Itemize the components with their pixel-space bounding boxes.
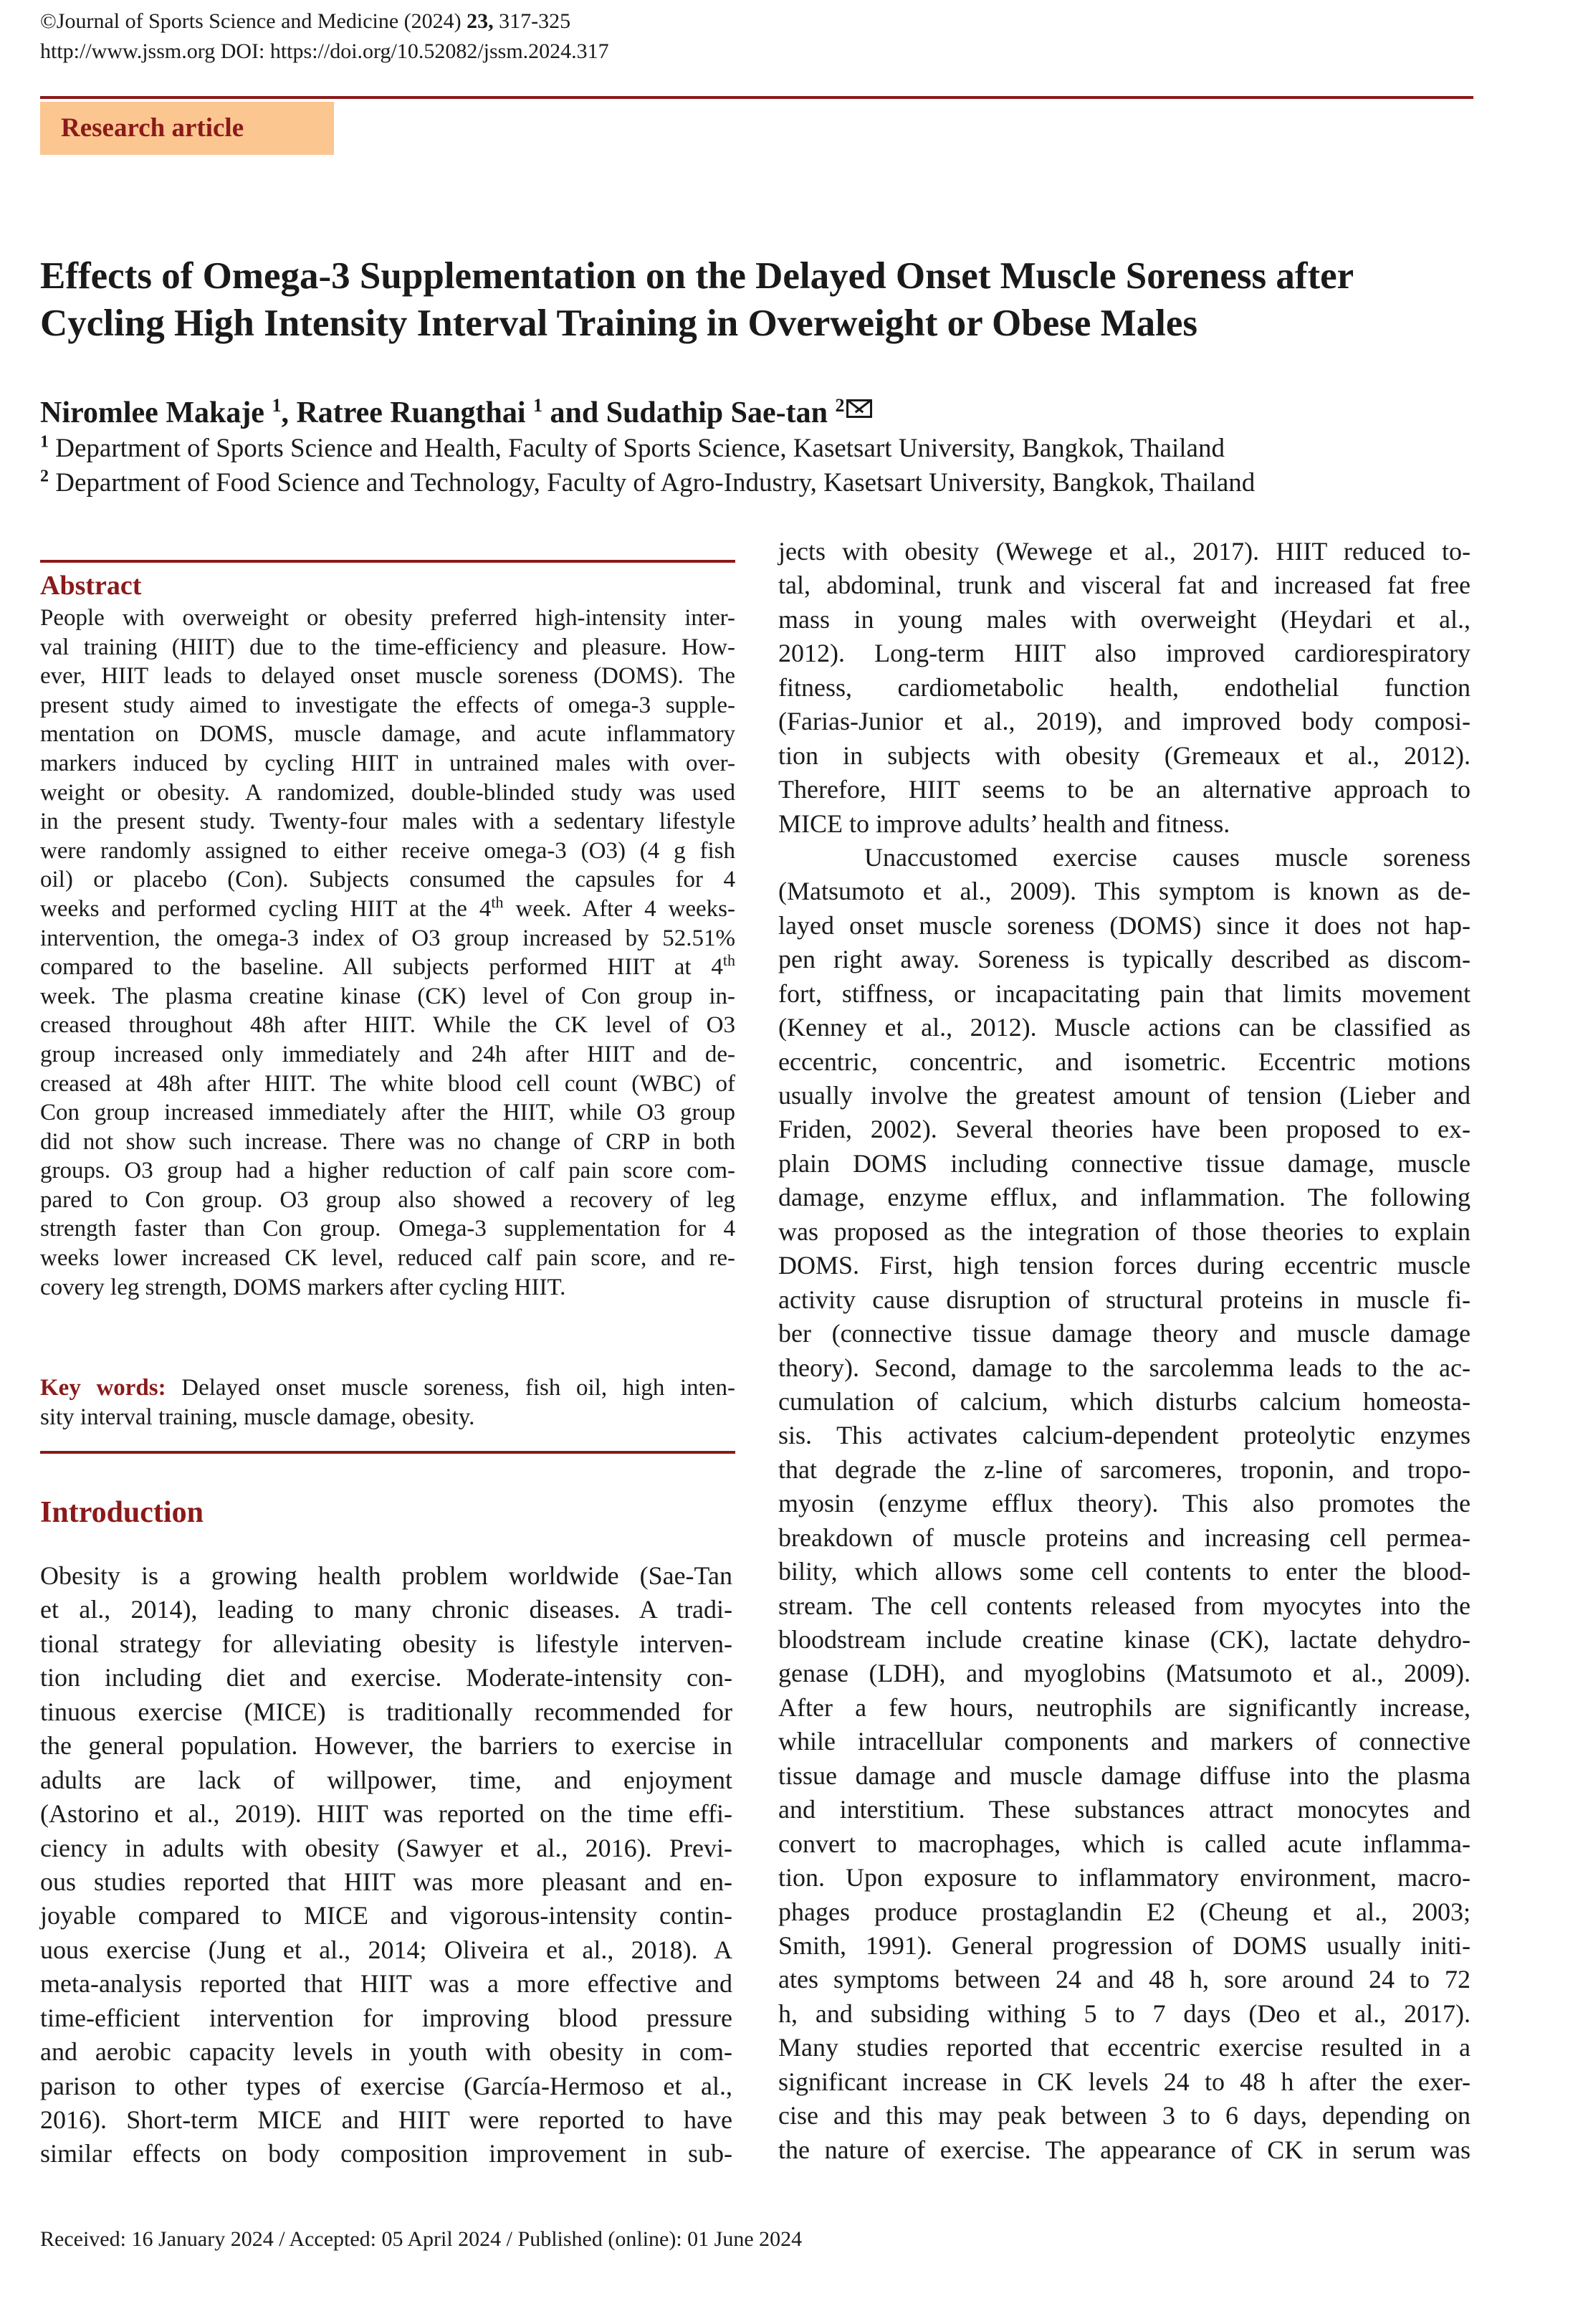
body-line: tal, abdominal, trunk and visceral fat and increased fat free [778, 571, 1471, 600]
body-line: cumulation of calcium, which disturbs calcium homeosta- [778, 1386, 1471, 1416]
body-line: 2016). Short-term MICE and HIIT were reported to have [40, 2105, 732, 2134]
body-line: significant increase in CK levels 24 to 48 h after the exer- [778, 2067, 1471, 2096]
abstract-line: People with overweight or obesity preferred high-intensity inter- [40, 605, 735, 631]
body-line: tion in subjects with obesity (Gremeaux et al., 2012). [778, 740, 1471, 770]
abstract-line: covery leg strength, DOMS markers after cycling HIIT. [40, 1274, 566, 1300]
introduction-body [40, 1559, 732, 2171]
body-line: et al., 2014), leading to many chronic diseases. A tradi- [40, 1595, 732, 1624]
abstract-line: intervention, the omega-3 index of O3 group increased by 52.51% [40, 925, 735, 951]
journal-volume: 23, [467, 9, 494, 33]
body-line: theory). Second, damage to the sarcolemma leads to the ac- [778, 1353, 1471, 1382]
body-line: similar effects on body composition improvement in sub- [40, 2139, 732, 2168]
title-line: Cycling High Intensity Interval Training in Overweight or Obese Males [40, 303, 1198, 344]
body-line: parison to other types of exercise (García-Hermoso et al., [40, 2071, 732, 2100]
body-line: After a few hours, neutrophils are significantly increase, [778, 1692, 1471, 1722]
body-line: phages produce prostaglandin E2 (Cheung et al., 2003; [778, 1897, 1471, 1926]
body-line: ates symptoms between 24 and 48 h, sore around 24 to 72 [778, 1965, 1471, 1994]
abstract-body [40, 604, 735, 1302]
abstract-line: weight or obesity. A randomized, double-blinded study was used [40, 779, 735, 806]
body-line: MICE to improve adults’ health and fitness. [778, 809, 1230, 838]
abstract-top-rule [40, 560, 735, 563]
abstract-line: week. The plasma creatine kinase (CK) level of Con group in- [40, 983, 735, 1009]
journal-citation: ©Journal of Sports Science and Medicine (2024) 23, 317-325 [40, 9, 571, 33]
body-line: tion including diet and exercise. Moderate-intensity con- [40, 1663, 732, 1692]
author-list: Niromlee Makaje $^1$, Ratree Ruangthai $^1$ and Sudathip Sae-tan $^2$ [40, 393, 872, 433]
publication-dates: Received: 16 January 2024 / Accepted: 05 April 2024 / Published (online): 01 June 2024 [40, 2227, 803, 2251]
body-line: tional strategy for alleviating obesity is lifestyle interven- [40, 1629, 732, 1658]
keywords-line: Key words: Delayed onset muscle soreness, fish oil, high inten- [40, 1375, 735, 1401]
body-line: ous studies reported that HIIT was more pleasant and en- [40, 1867, 732, 1896]
body-line: damage, enzyme efflux, and inflammation. The following [778, 1183, 1471, 1212]
body-line: fort, stiffness, or incapacitating pain that limits movement [778, 978, 1471, 1008]
body-line: jects with obesity (Wewege et al., 2017). HIIT reduced to- [778, 537, 1471, 566]
abstract-line: groups. O3 group had a higher reduction of calf pain score com- [40, 1158, 735, 1184]
abstract-line: val training (HIIT) due to the time-efficiency and pleasure. How- [40, 634, 735, 660]
body-line: while intracellular components and markers of connective [778, 1727, 1471, 1756]
body-line: the general population. However, the barriers to exercise in [40, 1731, 732, 1761]
body-line: pen right away. Soreness is typically described as discom- [778, 945, 1471, 974]
body-line: tissue damage and muscle damage diffuse into the plasma [778, 1761, 1471, 1790]
header-rule [40, 96, 1473, 99]
body-line: plain DOMS including connective tissue damage, muscle [778, 1148, 1471, 1178]
abstract-line: compared to the baseline. All subjects performed HIIT at 4th [40, 951, 735, 981]
body-line: cise and this may peak between 3 to 6 days, depending on [778, 2101, 1471, 2130]
abstract-line: group increased only immediately and 24h after HIIT and de- [40, 1041, 735, 1067]
abstract-bottom-rule [40, 1451, 735, 1454]
body-line: Friden, 2002). Several theories have been proposed to ex- [778, 1115, 1471, 1144]
abstract-line: creased throughout 48h after HIIT. While the CK level of O3 [40, 1012, 735, 1039]
body-line: ciency in adults with obesity (Sawyer et al., 2016). Previ- [40, 1833, 732, 1862]
introduction-heading: Introduction [40, 1496, 204, 1529]
body-line: h, and subsiding withing 5 to 7 days (Deo et al., 2017). [778, 1999, 1471, 2028]
body-line: genase (LDH), and myoglobins (Matsumoto et al., 2009). [778, 1659, 1471, 1688]
abstract-line: ever, HIIT leads to delayed onset muscle soreness (DOMS). The [40, 663, 735, 690]
body-line: Smith, 1991). General progression of DOMS usually initi- [778, 1930, 1471, 1960]
body-line: 2012). Long-term HIIT also improved cardiorespiratory [778, 639, 1471, 668]
abstract-line: strength faster than Con group. Omega-3 supplementation for 4 [40, 1216, 735, 1242]
body-line: (Matsumoto et al., 2009). This symptom is known as de- [778, 877, 1471, 906]
body-line: (Astorino et al., 2019). HIIT was reported on the time effi- [40, 1799, 732, 1829]
body-line: usually involve the greatest amount of tension (Lieber and [778, 1081, 1471, 1110]
body-line: meta-analysis reported that HIIT was a more effective and [40, 1969, 732, 1999]
affiliation-1: $^1$ Department of Sports Science and Health, Faculty of Sports Science, Kasetsart University, Bangkok, Thailand [40, 432, 1225, 463]
abstract-line: weeks lower increased CK level, reduced calf pain score, and re- [40, 1245, 735, 1272]
body-line: mass in young males with overweight (Heydari et al., [778, 604, 1471, 634]
body-line: myosin (enzyme efflux theory). This also promotes the [778, 1489, 1471, 1518]
body-line: layed onset muscle soreness (DOMS) since it does not hap- [778, 910, 1471, 940]
body-line: activity cause disruption of structural proteins in muscle fi- [778, 1285, 1471, 1314]
body-line: time-efficient intervention for improving blood pressure [40, 2003, 732, 2032]
body-line: tion. Upon exposure to inflammatory environment, macro- [778, 1863, 1471, 1892]
abstract-line: mentation on DOMS, muscle damage, and acute inflammatory [40, 721, 735, 748]
body-line: stream. The cell contents released from myocytes into the [778, 1591, 1471, 1620]
abstract-line: present study aimed to investigate the effects of omega-3 supple- [40, 692, 735, 718]
body-line: Therefore, HIIT seems to be an alternative approach to [778, 775, 1471, 804]
body-line: joyable compared to MICE and vigorous-intensity contin- [40, 1901, 732, 1930]
body-line: tinuous exercise (MICE) is traditionally recommended for [40, 1697, 732, 1726]
body-line: convert to macrophages, which is called acute inflamma- [778, 1829, 1471, 1858]
body-line: Many studies reported that eccentric exercise resulted in a [778, 2033, 1471, 2062]
body-line: (Kenney et al., 2012). Muscle actions can be classified as [778, 1013, 1471, 1042]
envelope-icon[interactable] [846, 399, 872, 418]
abstract-line: did not show such increase. There was no change of CRP in both [40, 1128, 735, 1155]
body-line: was proposed as the integration of those theories to explain [778, 1216, 1471, 1246]
body-line: Obesity is a growing health problem worldwide (Sae-Tan [40, 1561, 732, 1590]
body-line: uous exercise (Jung et al., 2014; Oliveira et al., 2018). A [40, 1935, 732, 1964]
abstract-line: markers induced by cycling HIIT in untrained males with over- [40, 750, 735, 776]
abstract-line: were randomly assigned to either receive omega-3 (O3) (4 g fish [40, 837, 735, 864]
abstract-line: oil) or placebo (Con). Subjects consumed the capsules for 4 [40, 867, 735, 893]
body-line: adults are lack of willpower, time, and enjoyment [40, 1765, 732, 1794]
abstract-line: in the present study. Twenty-four males with a sedentary lifestyle [40, 809, 735, 835]
body-line: fitness, cardiometabolic health, endothelial function [778, 672, 1471, 702]
keywords [40, 1373, 735, 1432]
body-line: bility, which allows some cell contents to enter the blood- [778, 1557, 1471, 1586]
abstract-line: creased at 48h after HIIT. The white blood cell count (WBC) of [40, 1070, 735, 1097]
body-line: the nature of exercise. The appearance of CK in serum was [778, 2135, 1471, 2164]
body-line: bloodstream include creatine kinase (CK), lactate dehydro- [778, 1625, 1471, 1654]
body-line: Unaccustomed exercise causes muscle soreness [864, 842, 1471, 872]
body-line: breakdown of muscle proteins and increasing cell permea- [778, 1523, 1471, 1552]
abstract-line: weeks and performed cycling HIIT at the 4th week. After 4 weeks- [40, 892, 735, 922]
body-line: eccentric, concentric, and isometric. Eccentric motions [778, 1047, 1471, 1076]
right-column-body [778, 535, 1471, 2167]
affiliation-2: $^2$ Department of Food Science and Technology, Faculty of Agro-Industry, Kasetsart University, Bangkok, Thailand [40, 467, 1256, 497]
body-line: and interstitium. These substances attract monocytes and [778, 1795, 1471, 1824]
keywords-label: Key words: [40, 1375, 166, 1401]
body-line: DOMS. First, high tension forces during eccentric muscle [778, 1251, 1471, 1280]
keywords-line: sity interval training, muscle damage, obesity. [40, 1404, 475, 1430]
body-line: and aerobic capacity levels in youth with obesity in com- [40, 2037, 732, 2067]
abstract-heading: Abstract [40, 571, 142, 601]
abstract-line: pared to Con group. O3 group also showed a recovery of leg [40, 1186, 735, 1213]
journal-url-doi: http://www.jssm.org DOI: https://doi.org/10.52082/jssm.2024.317 [40, 39, 609, 63]
body-line: ber (connective tissue damage theory and muscle damage [778, 1319, 1471, 1348]
abstract-line: Con group increased immediately after the HIIT, while O3 group [40, 1100, 735, 1126]
body-line: sis. This activates calcium-dependent proteolytic enzymes [778, 1421, 1471, 1450]
body-line: that degrade the z-line of sarcomeres, troponin, and tropo- [778, 1454, 1471, 1484]
body-line: (Farias-Junior et al., 2019), and improved body composi- [778, 707, 1471, 736]
paper-title [40, 252, 1545, 347]
article-type-badge: Research article [40, 102, 334, 155]
title-line: Effects of Omega-3 Supplementation on the Delayed Onset Muscle Soreness after [40, 255, 1354, 297]
